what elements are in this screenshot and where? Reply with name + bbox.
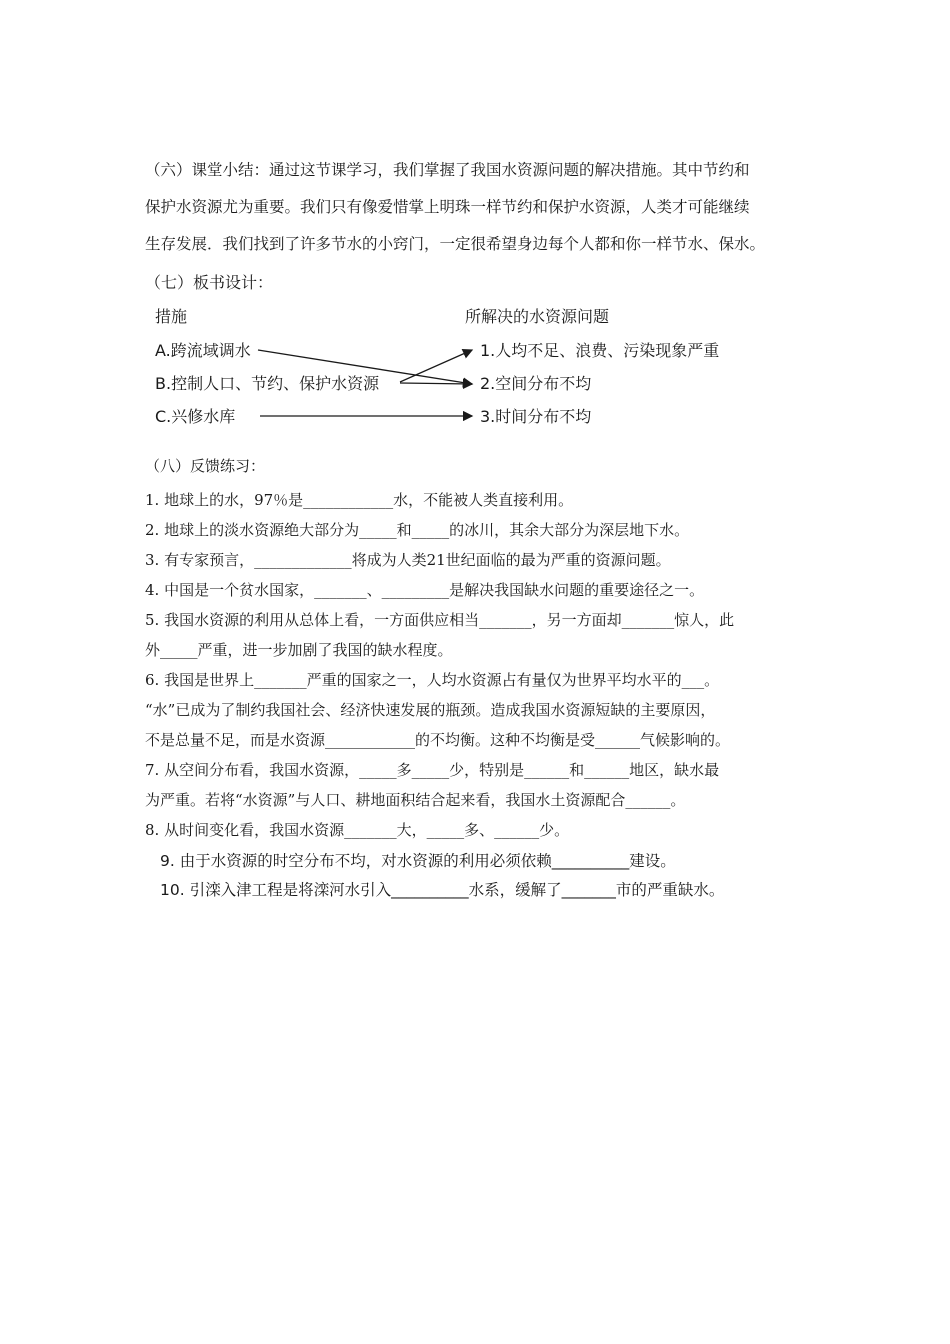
summary-line-1: （六）课堂小结：通过这节课学习，我们掌握了我国水资源问题的解决措施。其中节约和 xyxy=(145,161,750,179)
arrow-b-to-2 xyxy=(400,383,472,384)
measure-c: C.兴修水库 xyxy=(155,407,236,426)
question-5-line-1: 5. 我国水资源的利用从总体上看，一方面供应相当_______，另一方面却_______惊人，此 xyxy=(145,611,735,629)
problem-3: 3.时间分布不均 xyxy=(480,407,592,426)
question-6-line-3: 不是总量不足，而是水资源____________的不均衡。这种不均衡是受______气候影响的。 xyxy=(145,731,731,749)
measure-a: A.跨流域调水 xyxy=(155,341,251,360)
question-7-line-2: 为严重。若将“水资源”与人口、耕地面积结合起来看，我国水土资源配合______。 xyxy=(145,791,686,809)
question-7-line-1: 7. 从空间分布看，我国水资源，_____多_____少，特别是______和______地区，缺水最 xyxy=(145,761,720,779)
question-6-line-1: 6. 我国是世界上_______严重的国家之一，人均水资源占有量仅为世界平均水平的___。 xyxy=(145,671,720,689)
question-4: 4. 中国是一个贫水国家，_______、_________是解决我国缺水问题的重要途径之一。 xyxy=(145,581,705,599)
board-col-problems: 所解决的水资源问题 xyxy=(465,307,610,326)
question-6-line-2: “水”已成为了制约我国社会、经济快速发展的瓶颈。造成我国水资源短缺的主要原因， xyxy=(145,701,716,719)
question-8: 8. 从时间变化看，我国水资源_______大，_____多、______少。 xyxy=(145,821,570,839)
question-9: 9. 由于水资源的时空分布不均，对水资源的利用必须依赖__________建设。 xyxy=(160,852,676,870)
board-heading: （七）板书设计： xyxy=(145,273,274,292)
measure-b: B.控制人口、节约、保护水资源 xyxy=(155,374,380,393)
question-1: 1. 地球上的水，97％是____________水，不能被人类直接利用。 xyxy=(145,491,574,509)
question-3: 3. 有专家预言，_____________将成为人类21世纪面临的最为严重的资源问题。 xyxy=(145,551,671,569)
problem-2: 2.空间分布不均 xyxy=(480,374,592,393)
summary-line-3: 生存发展．我们找到了许多节水的小窍门，一定很希望身边每个人都和你一样节水、保水。 xyxy=(145,235,766,253)
summary-line-2: 保护水资源尤为重要。我们只有像爱惜掌上明珠一样节约和保护水资源，人类才可能继续 xyxy=(145,198,750,216)
question-10: 10. 引滦入津工程是将滦河水引入__________水系，缓解了_______市的严重缺水。 xyxy=(160,881,725,899)
feedback-heading: （八）反馈练习： xyxy=(145,457,266,475)
question-2: 2. 地球上的淡水资源绝大部分为_____和_____的冰川，其余大部分为深层地下水。 xyxy=(145,521,690,539)
arrow-b-to-1 xyxy=(400,350,472,382)
problem-1: 1.人均不足、浪费、污染现象严重 xyxy=(480,341,720,360)
board-col-measures: 措施 xyxy=(155,307,188,326)
arrow-a-to-2 xyxy=(258,350,472,384)
question-5-line-2: 外_____严重，进一步加剧了我国的缺水程度。 xyxy=(145,641,453,659)
